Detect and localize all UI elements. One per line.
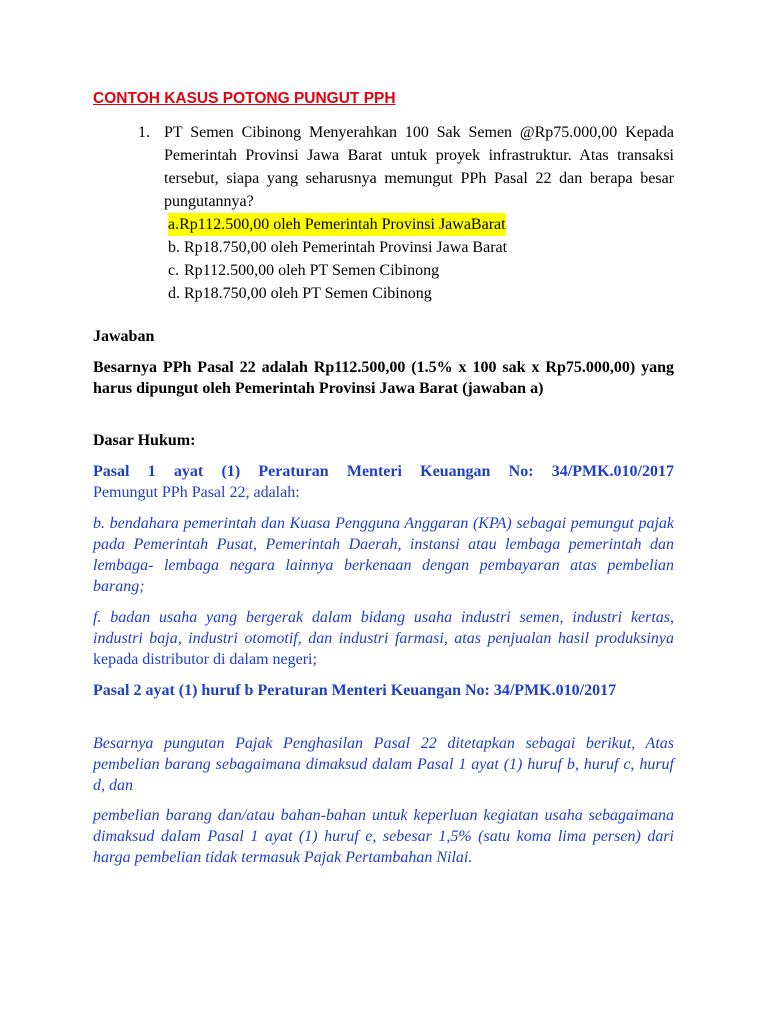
legal-ref-2-para-2: pembelian barang dan/atau bahan-bahan untuk keperluan kegiatan usaha sebagaimana dimaksud dalam Pasal 1 ayat (1) huruf e, sebesar 1,5% (satu koma lima persen) dari harga pembelian tidak termasuk Pajak Pertambahan Nilai.: [93, 807, 674, 866]
answer-heading: Jawaban: [93, 328, 155, 345]
legal-ref-1-sub: Pemungut PPh Pasal 22, adalah:: [93, 484, 300, 501]
answer-text: Besarnya PPh Pasal 22 adalah Rp112.500,00 (1.5% x 100 sak x Rp75.000,00) yang harus dipungut oleh Pemerintah Provinsi Jawa Barat (jawaban a): [93, 359, 674, 397]
option-c: [168, 259, 674, 282]
option-b-text: Rp18.750,00 oleh Pemerintah Provinsi Jawa Barat: [184, 239, 508, 256]
legal-ref-2-title: Pasal 2 ayat (1) huruf b Peraturan Menteri Keuangan No: 34/PMK.010/2017: [93, 682, 617, 699]
option-c-letter: c.: [168, 262, 180, 279]
option-d: [168, 282, 674, 305]
legal-ref-2-para-1: Besarnya pungutan Pajak Penghasilan Pasal 22 ditetapkan sebagai berikut, Atas pembelian barang sebagaimana dimaksud dalam Pasal 1 ayat (1) huruf b, huruf c, huruf d, dan: [93, 735, 674, 794]
option-b: [168, 236, 674, 259]
legal-ref-1-item-f-normal: kepada distributor di dalam negeri;: [93, 651, 317, 668]
option-c-text: Rp112.500,00 oleh PT Semen Cibinong: [184, 262, 440, 279]
legal-ref-1-item-f: [93, 607, 674, 670]
option-a: [168, 213, 674, 236]
option-a-letter: a.: [168, 216, 180, 233]
question-1: [138, 121, 674, 305]
option-d-text: Rp18.750,00 oleh PT Semen Cibinong: [184, 285, 432, 302]
legal-heading: Dasar Hukum:: [93, 432, 196, 449]
legal-ref-1-title: Pasal 1 ayat (1) Peraturan Menteri Keuangan No: 34/PMK.010/2017: [93, 463, 674, 480]
legal-ref-1-item-f-italic: f. badan usaha yang bergerak dalam bidang usaha industri semen, industri kertas, industri baja, industri otomotif, dan industri farmasi, atas penjualan hasil produksinya: [93, 609, 674, 647]
legal-ref-1: [93, 461, 674, 503]
option-a-text: Rp112.500,00 oleh Pemerintah Provinsi JawaBarat: [179, 216, 506, 233]
option-list: [168, 213, 674, 305]
question-text: PT Semen Cibinong Menyerahkan 100 Sak Semen @Rp75.000,00 Kepada Pemerintah Provinsi Jawa Barat untuk proyek infrastruktur. Atas transaksi tersebut, siapa yang seharusnya memungut PPh Pasal 22 dan berapa besar pungutannya?: [164, 124, 674, 210]
option-b-letter: b.: [168, 239, 180, 256]
option-d-letter: d.: [168, 285, 180, 302]
document-title: CONTOH KASUS POTONG PUNGUT PPH: [93, 90, 396, 107]
legal-ref-1-item-b: b. bendahara pemerintah dan Kuasa Pengguna Anggaran (KPA) sebagai pemungut pajak pada Pemerintah Pusat, Pemerintah Daerah, instansi atau lembaga pemerintah dan lembaga- lembaga negara lainnya berkenaan dengan pembayaran atas pembelian barang;: [93, 515, 674, 595]
question-number: 1.: [138, 124, 150, 141]
